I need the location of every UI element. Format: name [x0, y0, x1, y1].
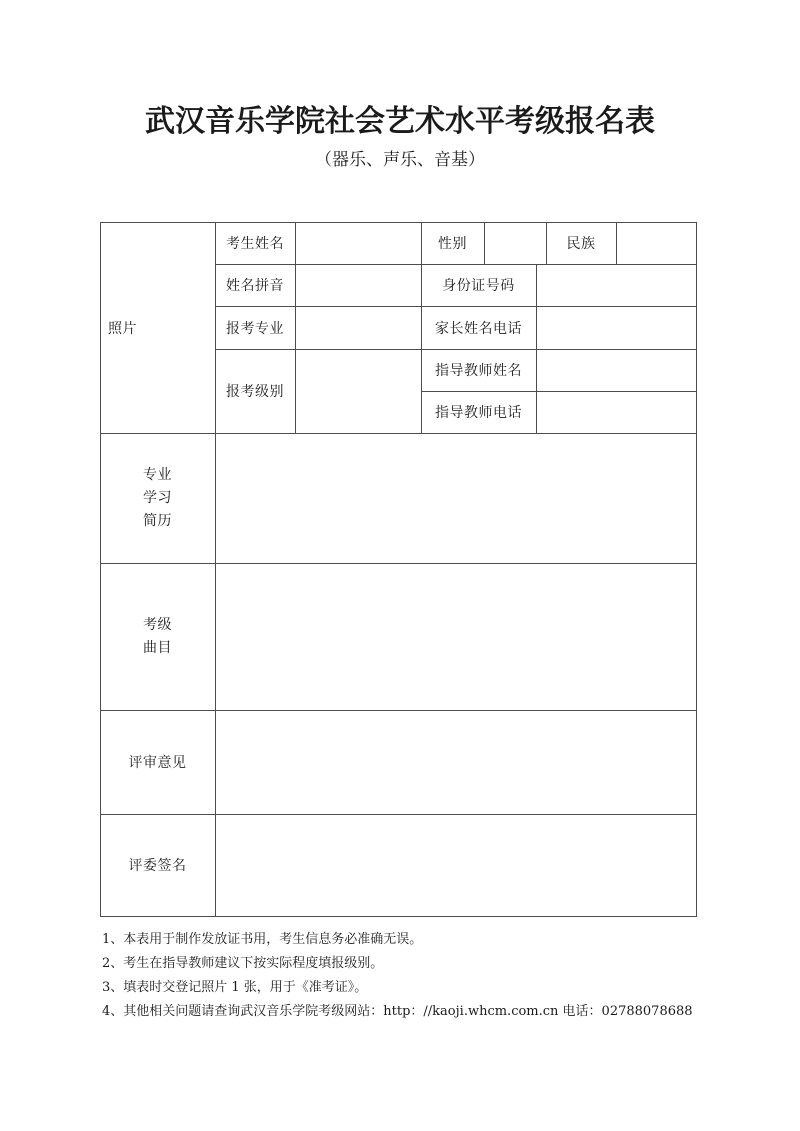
major-label: 报考专业	[226, 320, 284, 337]
exam-pieces-label	[100, 563, 215, 710]
note-line-1: 1、本表用于制作发放证书用，考生信息务必准确无误。	[102, 932, 423, 947]
review-comments-label: 评审意见	[128, 755, 187, 771]
judge-signature-input[interactable]	[215, 814, 697, 916]
candidate-name-input[interactable]	[295, 222, 421, 264]
id-number-input[interactable]	[536, 264, 696, 306]
study-history-label-line: 学习	[143, 489, 172, 506]
gender-input[interactable]	[484, 222, 546, 264]
registration-table	[100, 222, 697, 917]
study-history-label-line: 简历	[143, 512, 172, 529]
ethnicity-label: 民族	[566, 236, 596, 252]
instructor-name-input[interactable]	[536, 349, 696, 391]
parent-contact-label: 家长姓名电话	[435, 320, 522, 337]
instructor-phone-input[interactable]	[536, 391, 696, 433]
judge-signature-label: 评委签名	[128, 858, 187, 874]
pinyin-label: 姓名拼音	[226, 278, 284, 294]
instructor-phone-label: 指导教师电话	[435, 405, 522, 421]
id-number-label: 身份证号码	[442, 278, 515, 294]
candidate-name-label: 考生姓名	[226, 236, 284, 252]
study-history-label	[100, 433, 215, 563]
level-label: 报考级别	[226, 384, 284, 400]
exam-pieces-label-line: 考级	[143, 616, 172, 633]
note-line-2: 2、考生在指导教师建议下按实际程度填报级别。	[102, 956, 384, 971]
instructor-name-label: 指导教师姓名	[435, 363, 522, 379]
footer-notes	[102, 928, 693, 1024]
note-line-3: 3、填表时交登记照片 1 张，用于《准考证》。	[102, 980, 368, 995]
pinyin-input[interactable]	[295, 264, 421, 306]
ethnicity-input[interactable]	[616, 222, 696, 264]
photo-label: 照片	[108, 320, 137, 337]
page-subtitle: （器乐、声乐、音基）	[315, 150, 485, 170]
exam-pieces-label-line: 曲目	[143, 639, 172, 656]
parent-contact-input[interactable]	[536, 306, 696, 349]
study-history-label-line: 专业	[143, 466, 172, 483]
study-history-input[interactable]	[215, 433, 697, 563]
note-line-4: 4、其他相关问题请查询武汉音乐学院考级网站：http：//kaoji.whcm.com.cn 电话：02788078688	[102, 1004, 693, 1019]
level-input[interactable]	[295, 349, 421, 433]
page-title: 武汉音乐学院社会艺术水平考级报名表	[145, 104, 655, 139]
gender-label: 性别	[438, 236, 467, 252]
exam-pieces-input[interactable]	[215, 563, 697, 710]
major-input[interactable]	[295, 306, 421, 349]
table-border-bottom	[100, 916, 697, 917]
review-comments-input[interactable]	[215, 710, 697, 814]
